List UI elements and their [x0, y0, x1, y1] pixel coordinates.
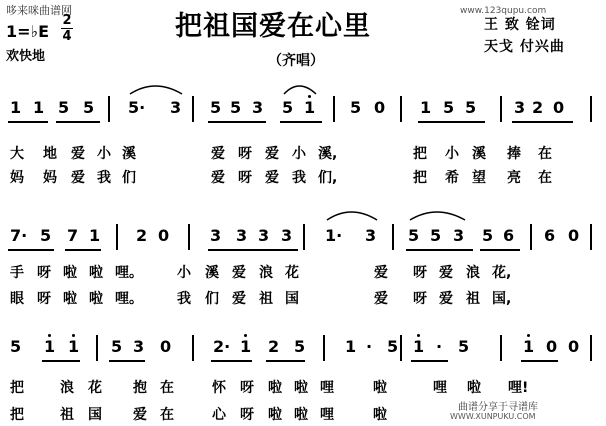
note: 2: [136, 226, 148, 245]
lyric-char: 抱: [133, 380, 147, 396]
slur: [282, 82, 318, 96]
beam-underline: [411, 360, 448, 362]
lyric-char: 国,: [492, 291, 512, 307]
note: 1: [523, 337, 535, 356]
lyric-char: 眼: [10, 291, 24, 307]
note: 5·: [128, 98, 146, 117]
lyric-char: 啦: [467, 380, 481, 396]
beam-underline: [208, 121, 266, 123]
note: 6: [503, 226, 515, 245]
lyric-char: 哩: [320, 407, 334, 423]
lyric-char: 在: [538, 170, 552, 186]
note: 0: [568, 337, 580, 356]
lyric-char: 希: [445, 170, 459, 186]
lyric-char: 爱: [232, 291, 246, 307]
lyric-char: 爱: [211, 170, 225, 186]
note: 5: [443, 98, 455, 117]
lyric-char: 们,: [318, 170, 338, 186]
bar-line: [333, 96, 335, 122]
lyric-char: 浪: [259, 265, 273, 281]
note: 5: [40, 226, 52, 245]
high-octave-dot: [417, 334, 420, 337]
beam-underline: [406, 249, 473, 251]
key-signature: 1=♭E: [6, 22, 50, 41]
bar-line: [590, 96, 592, 122]
slur: [325, 208, 379, 222]
note: 1: [413, 337, 425, 356]
note: 5: [210, 98, 222, 117]
lyric-char: 啦: [89, 291, 103, 307]
note: 3: [170, 98, 182, 117]
lyric-char: 花: [285, 265, 299, 281]
lyric-char: 小: [177, 265, 191, 281]
lyric-char: 们: [205, 291, 219, 307]
lyric-char: 呀: [413, 291, 427, 307]
note: 6: [544, 226, 556, 245]
lyric-char: 祖: [259, 291, 273, 307]
time-signature: [61, 14, 73, 43]
note: 5: [10, 337, 22, 356]
page-title: 把祖国爱在心里: [175, 11, 371, 42]
bar-line: [323, 335, 325, 361]
footer-watermark: 曲谱分享于寻谱库: [458, 402, 538, 413]
site-url: www.123qupu.com: [460, 6, 547, 16]
lyric-char: 心: [212, 407, 226, 423]
note: 1: [33, 98, 45, 117]
lyric-char: 亮: [507, 170, 521, 186]
note: 2: [268, 337, 280, 356]
lyric-char: 爱: [439, 265, 453, 281]
lyric-char: 在: [538, 146, 552, 162]
lyric-char: 啦: [63, 291, 77, 307]
lyric-char: 小: [445, 146, 459, 162]
high-octave-dot: [527, 334, 530, 337]
high-octave-dot: [48, 334, 51, 337]
beam-underline: [280, 121, 322, 123]
lyric-char: 啦: [63, 265, 77, 281]
note: 5: [387, 337, 399, 356]
lyric-char: 把: [413, 170, 427, 186]
lyric-char: 在: [160, 407, 174, 423]
note: ·: [366, 337, 373, 356]
lyric-char: 哩: [433, 380, 447, 396]
beam-underline: [512, 121, 573, 123]
note: 1·: [325, 226, 343, 245]
lyric-char: 大: [10, 146, 24, 162]
lyric-char: 祖: [466, 291, 480, 307]
note: 5: [230, 98, 242, 117]
lyric-char: 爱: [374, 291, 388, 307]
lyric-char: 地: [43, 146, 57, 162]
note: 3: [236, 226, 248, 245]
note: 5: [58, 98, 70, 117]
bar-line: [96, 335, 98, 361]
lyric-char: 花,: [492, 265, 512, 281]
note: 0: [568, 226, 580, 245]
note: 0: [374, 98, 386, 117]
note: 5: [408, 226, 420, 245]
beam-underline: [211, 360, 252, 362]
high-octave-dot: [72, 334, 75, 337]
lyric-char: 溪: [472, 146, 486, 162]
lyric-char: 呀: [37, 291, 51, 307]
lyric-char: 爱: [71, 170, 85, 186]
note: 5: [465, 98, 477, 117]
lyric-char: 哩。: [115, 265, 143, 281]
time-signature-top: 2: [62, 13, 72, 28]
lyric-char: 小: [97, 146, 111, 162]
lyric-char: 小: [292, 146, 306, 162]
lyric-char: 怀: [212, 380, 226, 396]
lyric-char: 把: [10, 380, 24, 396]
note: 5: [458, 337, 470, 356]
note: 3: [514, 98, 526, 117]
note: 1: [240, 337, 252, 356]
time-signature-bottom: 4: [62, 29, 72, 44]
bar-line: [392, 224, 394, 250]
lyric-char: 爱: [232, 265, 246, 281]
beam-underline: [521, 360, 558, 362]
note: 2·: [213, 337, 231, 356]
beam-underline: [8, 249, 54, 251]
lyric-char: 啦: [294, 407, 308, 423]
lyric-char: 把: [413, 146, 427, 162]
tempo-marking: 欢快地: [6, 49, 46, 64]
bar-line: [400, 335, 402, 361]
lyric-char: 我: [292, 170, 306, 186]
lyricist-credit: 王 致 铨词: [484, 17, 556, 33]
footer-url: WWW.XUNPUKU.COM: [450, 412, 536, 421]
bar-line: [590, 335, 592, 361]
bar-line: [192, 96, 194, 122]
note: 0: [158, 226, 170, 245]
note: 1: [304, 98, 316, 117]
note: 1: [89, 226, 101, 245]
beam-underline: [42, 360, 80, 362]
note: 5: [83, 98, 95, 117]
lyric-char: 哩: [320, 380, 334, 396]
lyric-char: 捧: [507, 146, 521, 162]
note: 3: [281, 226, 293, 245]
lyric-char: 呀: [37, 265, 51, 281]
lyric-char: 啦: [373, 407, 387, 423]
bar-line: [500, 96, 502, 122]
note: 1: [10, 98, 22, 117]
lyric-char: 浪: [60, 380, 74, 396]
note: 7: [67, 226, 79, 245]
lyric-char: 溪,: [318, 146, 338, 162]
lyric-char: 国: [285, 291, 299, 307]
lyric-char: 呀: [240, 380, 254, 396]
lyric-char: 爱: [133, 407, 147, 423]
beam-underline: [418, 121, 485, 123]
bar-line: [303, 224, 305, 250]
bar-line: [530, 224, 532, 250]
lyric-char: 溪: [122, 146, 136, 162]
bar-line: [192, 335, 194, 361]
bar-line: [500, 335, 502, 361]
lyric-char: 妈: [43, 170, 57, 186]
lyric-char: 呀: [238, 170, 252, 186]
note: 5: [350, 98, 362, 117]
lyric-char: 爱: [374, 265, 388, 281]
lyric-char: 爱: [439, 291, 453, 307]
note: 1: [420, 98, 432, 117]
note: 3: [365, 226, 377, 245]
lyric-char: 我: [177, 291, 191, 307]
note: 3: [453, 226, 465, 245]
note: 5: [282, 98, 294, 117]
note: 0: [553, 98, 565, 117]
lyric-char: 溪: [205, 265, 219, 281]
note: 3: [258, 226, 270, 245]
lyric-char: 手: [10, 265, 24, 281]
beam-underline: [56, 121, 100, 123]
lyric-char: 祖: [60, 407, 74, 423]
lyric-char: 呀: [238, 146, 252, 162]
lyric-char: 啦: [268, 380, 282, 396]
lyric-char: 爱: [211, 146, 225, 162]
bar-line: [188, 224, 190, 250]
lyric-char: 望: [472, 170, 486, 186]
lyric-char: 啦: [268, 407, 282, 423]
note: 5: [482, 226, 494, 245]
lyric-char: 花: [88, 380, 102, 396]
bar-line: [400, 96, 402, 122]
lyric-char: 呀: [240, 407, 254, 423]
lyric-char: 哩!: [508, 380, 529, 396]
note: 1: [345, 337, 357, 356]
lyric-char: 啦: [294, 380, 308, 396]
beam-underline: [266, 360, 305, 362]
note: 1: [44, 337, 56, 356]
lyric-char: 爱: [71, 146, 85, 162]
note: 3: [252, 98, 264, 117]
note: 0: [160, 337, 172, 356]
high-octave-dot: [244, 334, 247, 337]
lyric-char: 爱: [265, 146, 279, 162]
lyric-char: 把: [10, 407, 24, 423]
lyric-char: 啦: [373, 380, 387, 396]
beam-underline: [8, 121, 48, 123]
note: 2: [532, 98, 544, 117]
beam-underline: [480, 249, 520, 251]
composer-credit: 天戈 付兴曲: [484, 39, 565, 55]
bar-line: [116, 224, 118, 250]
lyric-char: 爱: [265, 170, 279, 186]
lyric-char: 呀: [413, 265, 427, 281]
note: 1: [68, 337, 80, 356]
lyric-char: 浪: [466, 265, 480, 281]
lyric-char: 哩。: [115, 291, 143, 307]
note: 0: [546, 337, 558, 356]
note: 5: [111, 337, 123, 356]
note: ·: [436, 337, 443, 356]
beam-underline: [109, 360, 145, 362]
lyric-char: 国: [88, 407, 102, 423]
bar-line: [590, 224, 592, 250]
note: 3: [133, 337, 145, 356]
lyric-char: 我: [97, 170, 111, 186]
beam-underline: [65, 249, 101, 251]
slur: [408, 208, 467, 222]
lyric-char: 在: [160, 380, 174, 396]
subtitle: （齐唱）: [268, 53, 324, 69]
note: 5: [430, 226, 442, 245]
note: 5: [294, 337, 306, 356]
bar-line: [108, 96, 110, 122]
site-watermark: 哆来咪曲谱网: [6, 4, 72, 17]
beam-underline: [208, 249, 298, 251]
slur: [128, 82, 184, 96]
note: 3: [210, 226, 222, 245]
note: 7·: [10, 226, 28, 245]
lyric-char: 啦: [89, 265, 103, 281]
lyric-char: 妈: [10, 170, 24, 186]
lyric-char: 们: [122, 170, 136, 186]
